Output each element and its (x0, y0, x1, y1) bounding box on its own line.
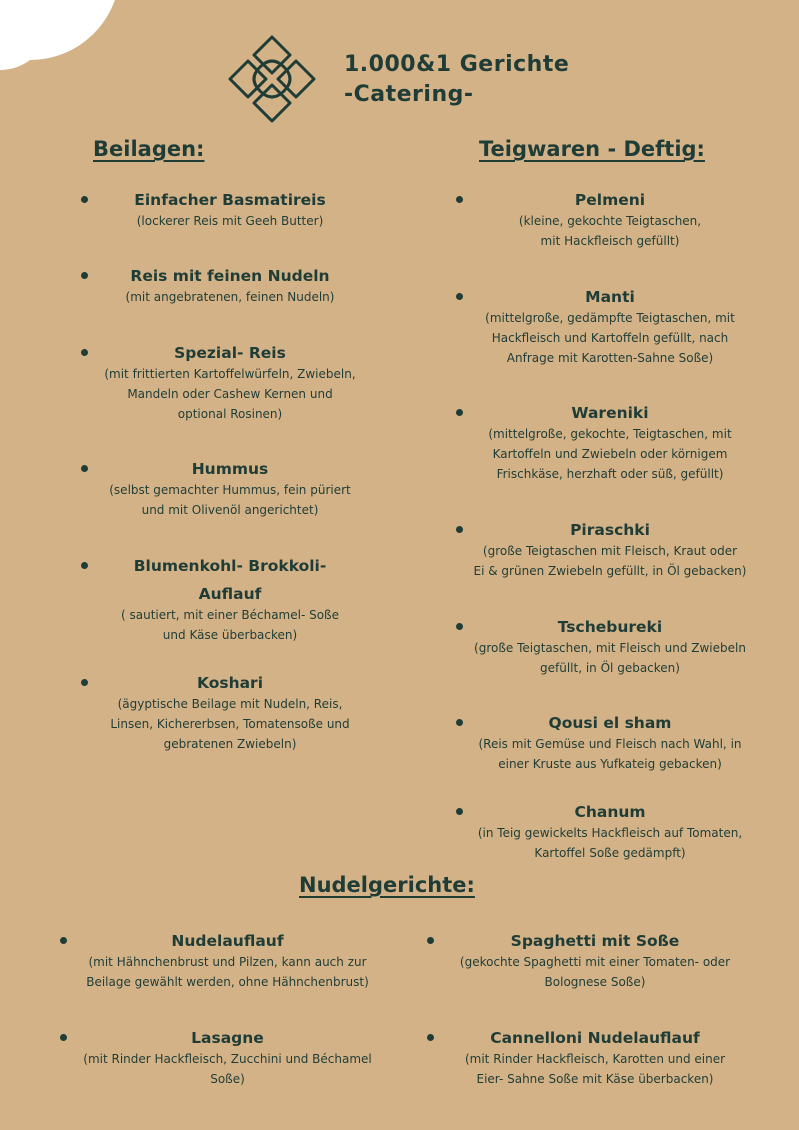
item-description-line: Eier- Sahne Soße mit Käse überbacken) (476, 1072, 714, 1086)
item-description-line: mit Hackfleisch gefüllt) (540, 234, 680, 248)
item-description-line: (mittelgroße, gedämpfte Teigtaschen, mit (485, 311, 735, 325)
item-description-line: Kartoffel Soße gedämpft) (534, 846, 686, 860)
item-name: Hummus (191, 460, 269, 478)
item-description-line: (mit Rinder Hackfleisch, Karotten und einer (464, 1052, 726, 1066)
item-description-line: Ei & grünen Zwiebeln gefüllt, in Öl gebacken) (473, 564, 747, 578)
menu-item (420, 930, 770, 992)
item-name: Reis mit feinen Nudeln (130, 267, 330, 285)
section-title-teigwaren: Teigwaren - Deftig: (479, 137, 705, 161)
menu-item (435, 712, 785, 774)
item-description-line: einer Kruste aus Yufkateig gebacken) (498, 757, 722, 771)
item-description-line: Anfrage mit Karotten-Sahne Soße) (506, 351, 714, 365)
menu-item (45, 1027, 410, 1089)
brand-title (344, 50, 569, 110)
item-name: Spaghetti mit Soße (510, 932, 680, 950)
item-description-line: und mit Olivenöl angerichtet) (141, 503, 319, 517)
item-description-line: (ägyptische Beilage mit Nudeln, Reis, (117, 697, 343, 711)
item-description-line: optional Rosinen) (177, 407, 283, 421)
item-description-line: (große Teigtaschen mit Fleisch, Kraut oder (482, 544, 738, 558)
menu-item (435, 616, 785, 678)
menu-item (60, 555, 400, 645)
menu-item (60, 189, 400, 231)
item-description-line: (selbst gemachter Hummus, fein püriert (109, 483, 351, 497)
item-description-line: Kartoffeln und Zwiebeln oder körnigem (492, 447, 728, 461)
item-name: Pelmeni (574, 191, 646, 209)
decorative-corner-shape-2 (0, 20, 50, 70)
item-description-line: gefüllt, in Öl gebacken) (540, 661, 680, 675)
item-name: Qousi el sham (548, 714, 672, 732)
item-name: Einfacher Basmatireis (134, 191, 326, 209)
item-description-line: (Reis mit Gemüse und Fleisch nach Wahl, in (478, 737, 742, 751)
item-name: Tschebureki (557, 618, 663, 636)
item-description-line: Frischkäse, herzhaft oder süß, gefüllt) (496, 467, 724, 481)
item-description-line: gebratenen Zwiebeln) (163, 737, 297, 751)
item-description-line: (mit frittierten Kartoffelwürfeln, Zwiebeln, (104, 367, 356, 381)
item-name: Cannelloni Nudelauflauf (490, 1029, 700, 1047)
item-name: Nudelauflauf (171, 932, 284, 950)
menu-item (60, 342, 400, 424)
item-description: (mit angebratenen, feinen Nudeln) (125, 290, 335, 304)
item-name: Koshari (196, 674, 264, 692)
item-description-line: und Käse überbacken) (162, 628, 298, 642)
menu-item (60, 458, 400, 520)
section-title-beilagen: Beilagen: (93, 137, 205, 161)
item-name: Spezial- Reis (174, 344, 286, 362)
menu-item (435, 519, 785, 581)
item-description-line: (gekochte Spaghetti mit einer Tomaten- oder (459, 955, 731, 969)
brand-line-2: -Catering- (344, 82, 474, 107)
item-name: Manti (585, 288, 635, 306)
item-description-line: (in Teig gewickelts Hackfleisch auf Tomaten, (477, 826, 743, 840)
menu-item (435, 286, 785, 368)
menu-item (435, 402, 785, 484)
item-description-line: (kleine, gekochte Teigtaschen, (518, 214, 702, 228)
item-name: Chanum (574, 803, 646, 821)
celtic-knot-logo-icon (226, 33, 318, 125)
brand-line-1: 1.000&1 Gerichte (344, 52, 570, 77)
item-description-line: Mandeln oder Cashew Kernen und (127, 387, 333, 401)
menu-item (420, 1027, 770, 1089)
item-description-line: Hackfleisch und Kartoffeln gefüllt, nach (491, 331, 729, 345)
item-description-line: (mittelgroße, gekochte, Teigtaschen, mit (488, 427, 732, 441)
item-description-line: Linsen, Kichererbsen, Tomatensoße und (110, 717, 350, 731)
item-description-line: (große Teigtaschen, mit Fleisch und Zwiebeln (474, 641, 746, 655)
item-name-line: Auflauf (198, 585, 262, 603)
menu-item (60, 265, 400, 307)
item-name: Piraschki (570, 521, 650, 539)
section-title-nudelgerichte: Nudelgerichte: (299, 873, 475, 897)
menu-item (45, 930, 410, 992)
item-description-line: Beilage gewählt werden, ohne Hähnchenbrust) (86, 975, 369, 989)
item-description-line: Soße) (210, 1072, 245, 1086)
item-description-line: (mit Hähnchenbrust und Pilzen, kann auch zur (88, 955, 367, 969)
menu-item (435, 801, 785, 863)
item-name: Wareniki (571, 404, 649, 422)
item-description-line: (mit Rinder Hackfleisch, Zucchini und Béchamel (83, 1052, 372, 1066)
item-description: (lockerer Reis mit Geeh Butter) (136, 214, 324, 228)
item-description-line: ( sautiert, mit einer Béchamel- Soße (120, 608, 339, 622)
item-name: Lasagne (191, 1029, 264, 1047)
menu-item (60, 672, 400, 754)
item-description-line: Bolognese Soße) (544, 975, 646, 989)
item-name-line: Blumenkohl- Brokkoli- (133, 557, 327, 575)
menu-item (435, 189, 785, 251)
